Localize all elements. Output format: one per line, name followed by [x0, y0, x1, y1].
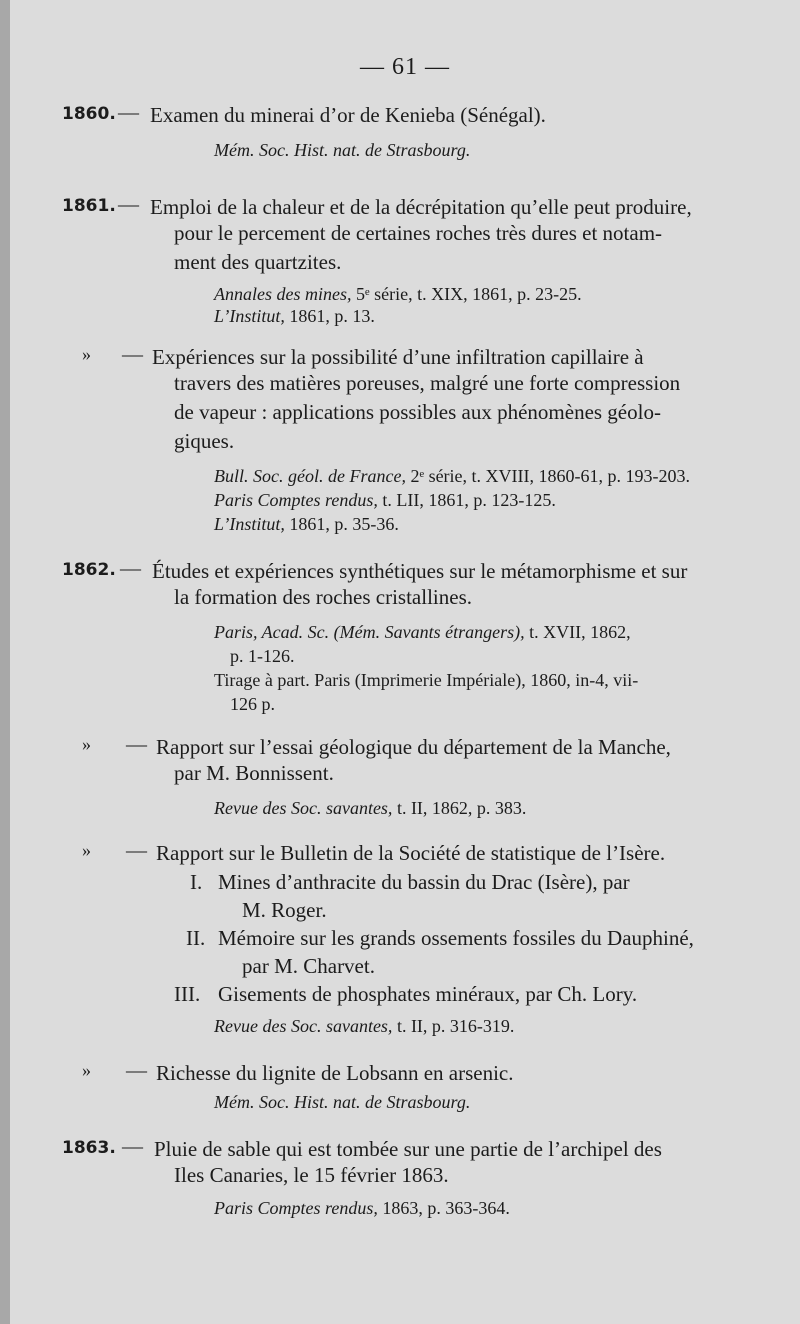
reference — [214, 306, 375, 327]
reference-source: Paris Comptes rendus, — [214, 490, 378, 510]
reference-detail: 1861, p. 35-36. — [284, 514, 399, 534]
page-number: — 61 — — [360, 54, 450, 80]
reference-detail: 1861, p. 13. — [284, 306, 375, 326]
reference-source: Paris Comptes rendus, — [214, 1198, 378, 1218]
reference-detail: t. II, 1862, p. 383. — [392, 798, 527, 818]
reference-source: L’Institut, — [214, 306, 285, 326]
reference-detail: 5ᵉ série, t. XIX, 1861, p. 23-25. — [351, 284, 582, 304]
subitem-line: Mines d’anthracite du bassin du Drac (Isère), par — [218, 870, 630, 894]
reference — [214, 514, 399, 535]
reference — [230, 646, 295, 667]
reference-source: Revue des Soc. savantes, — [214, 798, 393, 818]
entry-title-line: travers des matières poreuses, malgré une forte compression — [174, 371, 681, 395]
reference-detail: t. II, p. 316-319. — [392, 1016, 515, 1036]
reference — [230, 694, 275, 715]
entry-title-line: de vapeur : applications possibles aux phénomènes géolo- — [174, 400, 661, 424]
reference-detail: Tirage à part. Paris (Imprimerie Impériale), 1860, in-4, vii- — [214, 670, 639, 690]
document-page — [10, 0, 800, 1324]
entry-title-line: ment des quartzites. — [174, 250, 342, 274]
reference — [214, 140, 470, 161]
reference — [214, 670, 638, 691]
reference — [214, 284, 582, 305]
ditto-mark: » — [82, 1060, 91, 1080]
entry-title-line: giques. — [174, 429, 235, 453]
reference-detail: 1863, p. 363-364. — [377, 1198, 510, 1218]
subitem-line: Gisements de phosphates minéraux, par Ch. Lory. — [218, 982, 638, 1006]
reference-source: Bull. Soc. géol. de France, — [214, 466, 406, 486]
subitem-number: II. — [186, 926, 206, 950]
ditto-mark: » — [82, 344, 91, 364]
entry-dash: — — [120, 556, 141, 580]
subitem-number: I. — [190, 870, 203, 894]
reference-detail: 2ᵉ série, t. XVIII, 1860-61, p. 193-203. — [405, 466, 691, 486]
entry-title-line: la formation des roches cristallines. — [174, 585, 472, 609]
subitem-line: M. Roger. — [242, 898, 327, 922]
subitem-line: par M. Charvet. — [242, 954, 375, 978]
reference-detail: p. 1-126. — [230, 646, 295, 666]
reference — [214, 466, 690, 487]
entry-title-line: Expériences sur la possibilité d’une infiltration capillaire à — [152, 345, 644, 369]
reference — [214, 1198, 510, 1219]
page-gutter-shadow — [0, 0, 10, 1324]
reference — [214, 1092, 470, 1113]
reference-source: L’Institut, — [214, 514, 285, 534]
entry-title-line: pour le percement de certaines roches très dures et notam- — [174, 221, 663, 245]
reference — [214, 622, 631, 643]
reference — [214, 490, 556, 511]
reference-source: Mém. Soc. Hist. nat. de Strasbourg. — [214, 1092, 471, 1112]
reference-detail: 126 p. — [230, 694, 275, 714]
entry-dash: — — [118, 100, 139, 124]
entry-year: 1861. — [62, 196, 116, 216]
entry-title-line: Examen du minerai d’or de Kenieba (Sénégal). — [150, 103, 546, 127]
entry-dash: — — [122, 342, 143, 366]
entry-dash: — — [126, 838, 147, 862]
reference-detail: t. LII, 1861, p. 123-125. — [377, 490, 556, 510]
entry-dash: — — [126, 1058, 147, 1082]
reference-source: Mém. Soc. Hist. nat. de Strasbourg. — [214, 140, 471, 160]
entry-year: 1862. — [62, 560, 116, 580]
entry-title-line: Études et expériences synthétiques sur le métamorphisme et sur — [152, 559, 688, 583]
entry-title-line: Pluie de sable qui est tombée sur une partie de l’archipel des — [154, 1137, 662, 1161]
reference-source: Revue des Soc. savantes, — [214, 1016, 393, 1036]
subitem-number: III. — [174, 982, 201, 1006]
entry-dash: — — [126, 732, 147, 756]
ditto-mark: » — [82, 734, 91, 754]
entry-dash: — — [118, 192, 139, 216]
entry-title-line: Emploi de la chaleur et de la décrépitation qu’elle peut produire, — [150, 195, 692, 219]
entry-title-line: Richesse du lignite de Lobsann en arsenic. — [156, 1061, 514, 1085]
entry-year: 1860. — [62, 104, 116, 124]
entry-title-line: Rapport sur le Bulletin de la Société de statistique de l’Isère. — [156, 841, 666, 865]
reference — [214, 798, 526, 819]
reference-detail: t. XVII, 1862, — [524, 622, 631, 642]
reference — [214, 1016, 514, 1037]
entry-dash: — — [122, 1134, 143, 1158]
entry-year: 1863. — [62, 1138, 116, 1158]
entry-title-line: par M. Bonnissent. — [174, 761, 334, 785]
entry-title-line: Iles Canaries, le 15 février 1863. — [174, 1163, 449, 1187]
entry-title-line: Rapport sur l’essai géologique du département de la Manche, — [156, 735, 671, 759]
subitem-line: Mémoire sur les grands ossements fossiles du Dauphiné, — [218, 926, 694, 950]
ditto-mark: » — [82, 840, 91, 860]
reference-source: Paris, Acad. Sc. (Mém. Savants étrangers), — [214, 622, 525, 642]
reference-source: Annales des mines, — [214, 284, 352, 304]
